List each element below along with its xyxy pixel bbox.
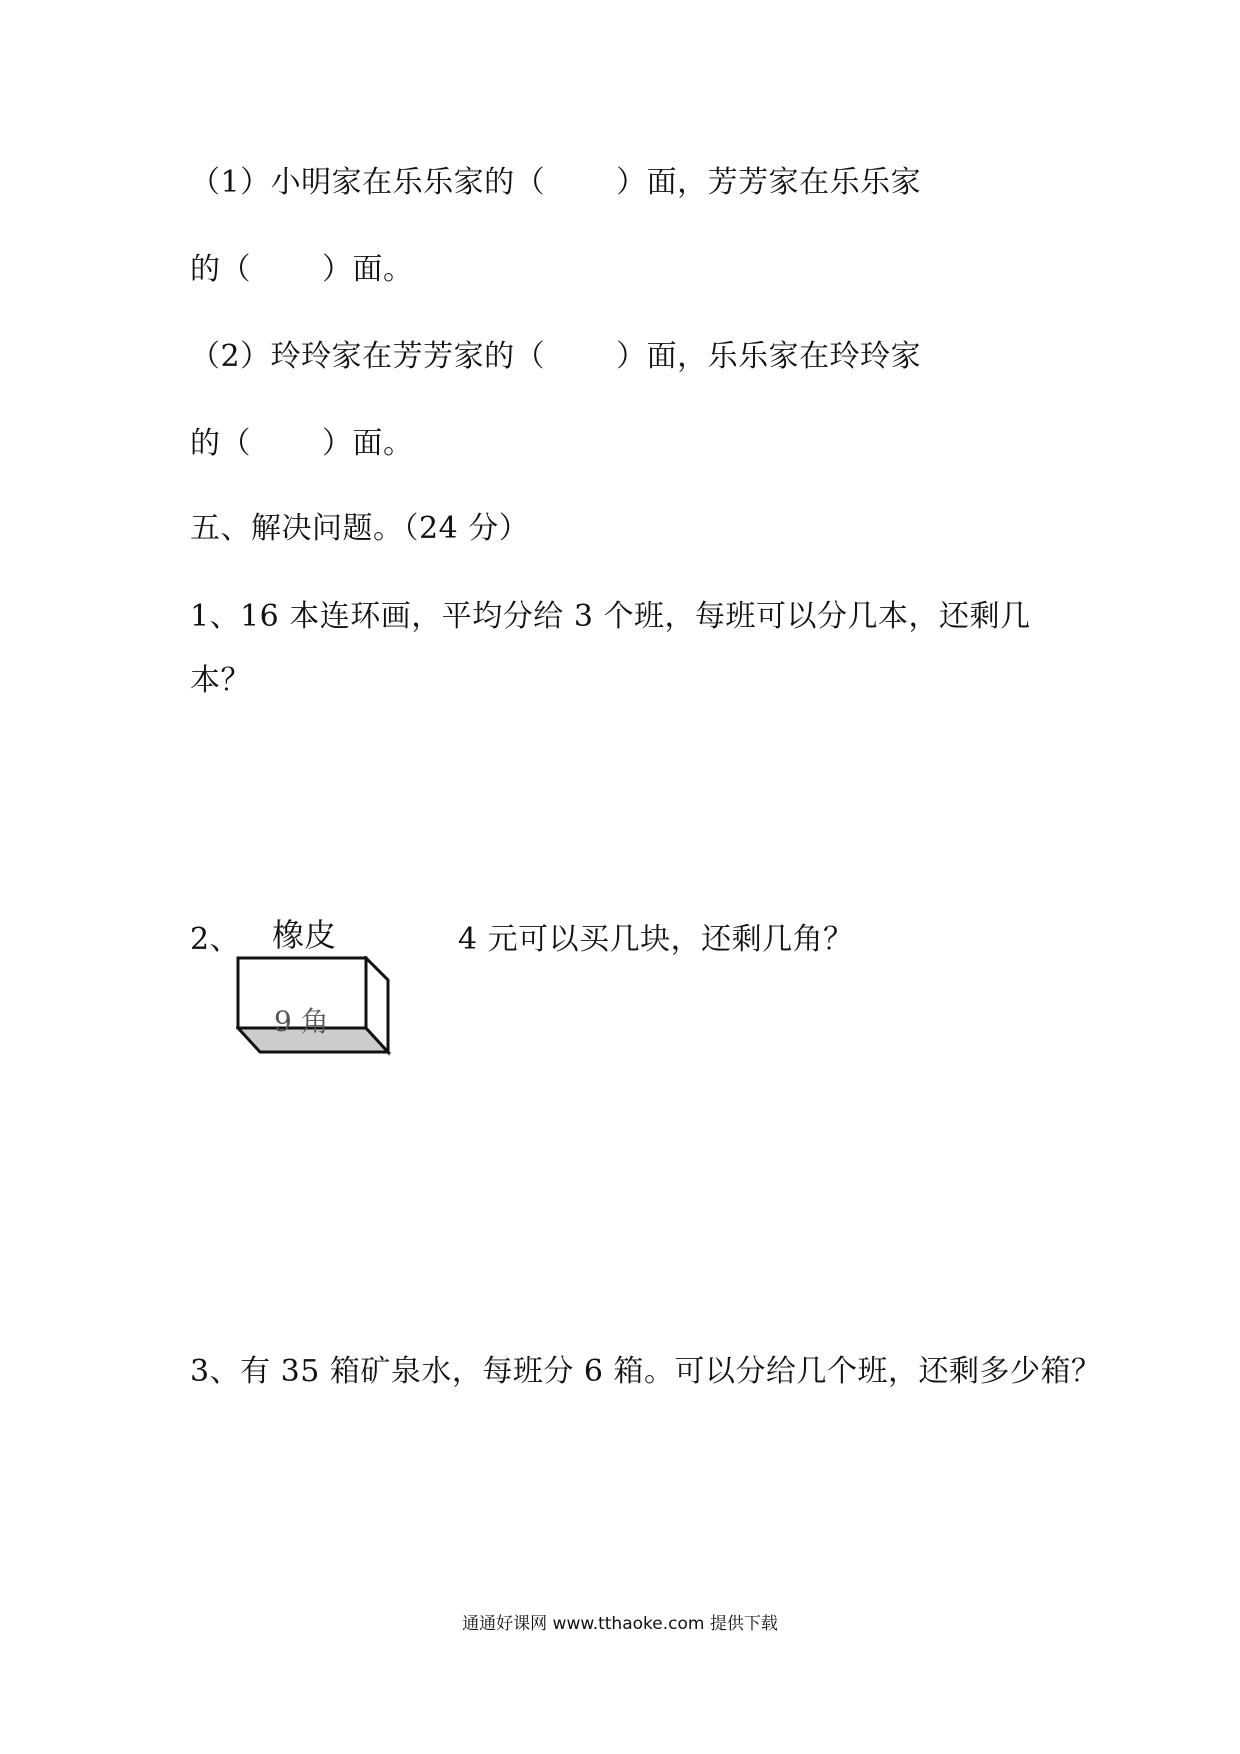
section-5-heading: 五、解决问题。（24 分） bbox=[190, 511, 530, 546]
eraser-price: 9 角 bbox=[274, 1005, 329, 1038]
question-4-1-line-1: （1）小明家在乐乐家的（ ）面，芳芳家在乐乐家 bbox=[190, 165, 922, 200]
footer-source: 通通好课网 www.tthaoke.com 提供下载 bbox=[462, 1614, 778, 1634]
problem-3: 3、有 35 箱矿泉水，每班分 6 箱。可以分给几个班，还剩多少箱？ bbox=[190, 1354, 1102, 1389]
problem-2-question: 4 元可以买几块，还剩几角？ bbox=[458, 922, 854, 957]
problem-1-line-2: 本？ bbox=[190, 663, 251, 698]
problem-2-number: 2、 bbox=[190, 922, 241, 957]
question-4-1-line-2: 的（ ）面。 bbox=[190, 252, 414, 287]
problem-1-line-1: 1、16 本连环画，平均分给 3 个班，每班可以分几本，还剩几 bbox=[190, 599, 1031, 634]
eraser-label: 橡皮 bbox=[272, 916, 337, 954]
question-4-2-line-1: （2）玲玲家在芳芳家的（ ）面，乐乐家在玲玲家 bbox=[190, 339, 922, 374]
question-4-2-line-2: 的（ ）面。 bbox=[190, 426, 414, 461]
